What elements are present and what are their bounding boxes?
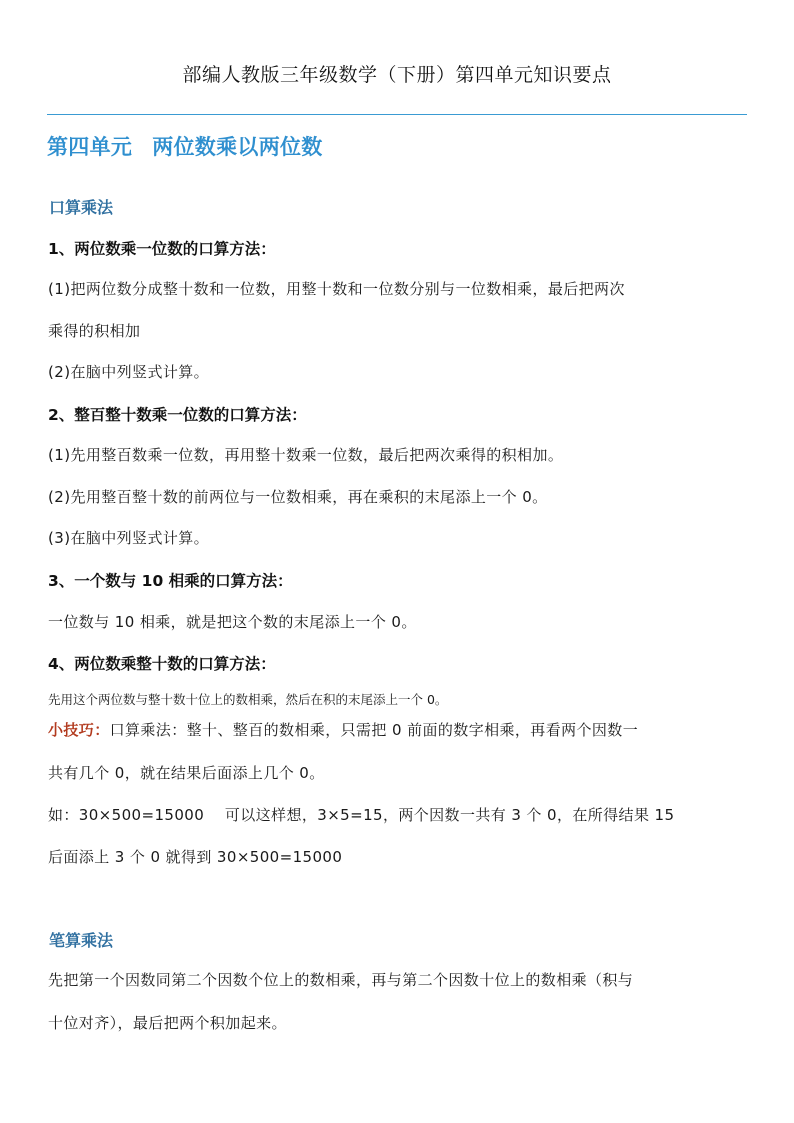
q1-paragraph-1-line-2: 乘得的积相加 [48,322,141,340]
written-paragraph-line-2: 十位对齐），最后把两个积加起来。 [48,1014,287,1032]
unit-title [47,131,323,161]
tip-label: 小技巧： [48,721,110,739]
tip-line-2: 共有几个 0，就在结果后面添上几个 0。 [48,764,325,782]
written-paragraph-line-1: 先把第一个因数同第二个因数个位上的数相乘，再与第二个因数十位上的数相乘（积与 [48,971,634,989]
tip-line-1 [48,719,638,740]
q1-paragraph-1-line-1: (1)把两位数分成整十数和一位数，用整十数和一位数分别与一位数相乘，最后把两次 [48,280,625,298]
unit-number: 第四单元 [47,135,133,159]
tip-example-line-1: 如：30×500=15000 可以这样想，3×5=15，两个因数一共有 3 个 0，在所得结果 15 [48,806,675,824]
q2-paragraph-3: (3)在脑中列竖式计算。 [48,529,210,547]
question-4-title: 4、两位数乘整十数的口算方法： [48,655,276,673]
q3-paragraph-1: 一位数与 10 相乘，就是把这个数的末尾添上一个 0。 [48,613,417,631]
section-heading-oral: 口算乘法 [49,198,114,217]
q4-paragraph-1: 先用这个两位数与整十数十位上的数相乘，然后在积的末尾添上一个 0。 [48,692,448,707]
question-3-title: 3、一个数与 10 相乘的口算方法： [48,572,293,590]
question-2-title: 2、整百整十数乘一位数的口算方法： [48,406,307,424]
tip-example-line-2: 后面添上 3 个 0 就得到 30×500=15000 [48,848,343,866]
tip-text-line-1: 口算乘法：整十、整百的数相乘，只需把 0 前面的数字相乘，再看两个因数一 [109,721,639,739]
q2-paragraph-1: (1)先用整百数乘一位数，再用整十数乘一位数，最后把两次乘得的积相加。 [48,446,564,464]
question-1-title: 1、两位数乘一位数的口算方法： [48,240,276,258]
page-header-title: 部编人教版三年级数学（下册）第四单元知识要点 [182,64,612,86]
q2-paragraph-2: (2)先用整百整十数的前两位与一位数相乘，再在乘积的末尾添上一个 0。 [48,488,548,506]
q1-paragraph-2: (2)在脑中列竖式计算。 [48,363,210,381]
section-heading-written: 笔算乘法 [49,931,114,950]
header-divider [47,114,747,115]
unit-name: 两位数乘以两位数 [152,135,323,159]
